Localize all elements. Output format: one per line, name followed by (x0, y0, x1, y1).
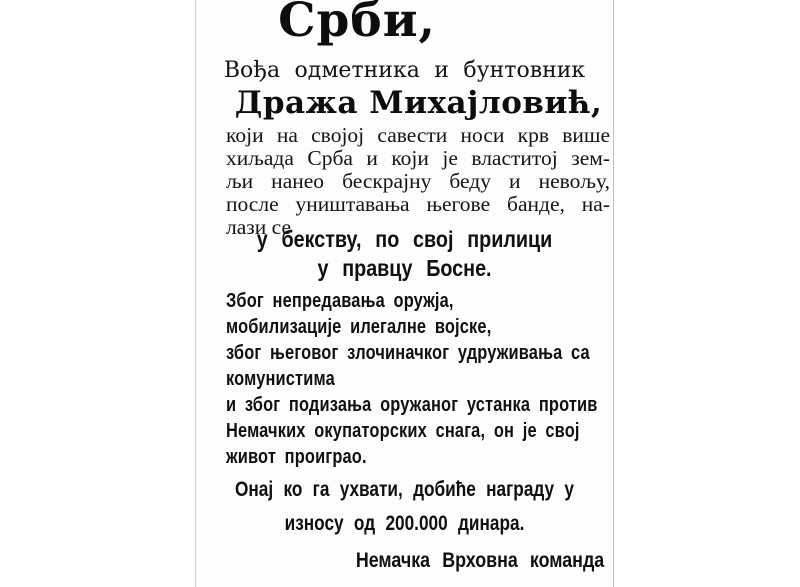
charge-line: Због непредавања оружја, (226, 289, 454, 312)
accusation-line: после уништавања његове банде, на- (226, 193, 610, 216)
accusation-line: који на својој савести носи крв више (226, 124, 610, 147)
charge-line: живот проиграо. (226, 445, 367, 468)
poster-title: Срби, (278, 0, 436, 48)
accusation-line: љи нанео бескрајну беду и невољу, (226, 170, 610, 193)
reward-statement (234, 473, 576, 541)
accusation-line: хиљада Срба и који је властитој зем- (226, 147, 610, 170)
charge-line: Немачких окупаторских снага, он је свој (226, 419, 580, 442)
reward-line: износу од 200.000 динара. (284, 512, 525, 535)
poster-subtitle: Вођа одметника и бунтовник (223, 58, 586, 83)
flight-line: у бекству, по свој прилици (256, 226, 553, 252)
wanted-poster (195, 0, 614, 587)
signature-line: Немачка Врховна команда (355, 549, 604, 572)
charges-list (226, 288, 602, 470)
charge-line: комунистима (226, 367, 335, 390)
accusation-paragraph (226, 124, 610, 239)
flight-statement (229, 225, 579, 283)
wanted-person-name: Дража Михајловић, (234, 85, 603, 121)
charge-line: због његовог злочиначког удруживања са (226, 341, 590, 364)
flight-line: у правцу Босне. (317, 255, 492, 281)
accusation-line: лази се (226, 216, 291, 239)
charge-line: и због подизања оружаног устанка против (226, 393, 598, 416)
charge-line: мобилизације илегалне војске, (226, 315, 492, 338)
reward-line: Онај ко га ухвати, добиће награду у (234, 478, 574, 501)
